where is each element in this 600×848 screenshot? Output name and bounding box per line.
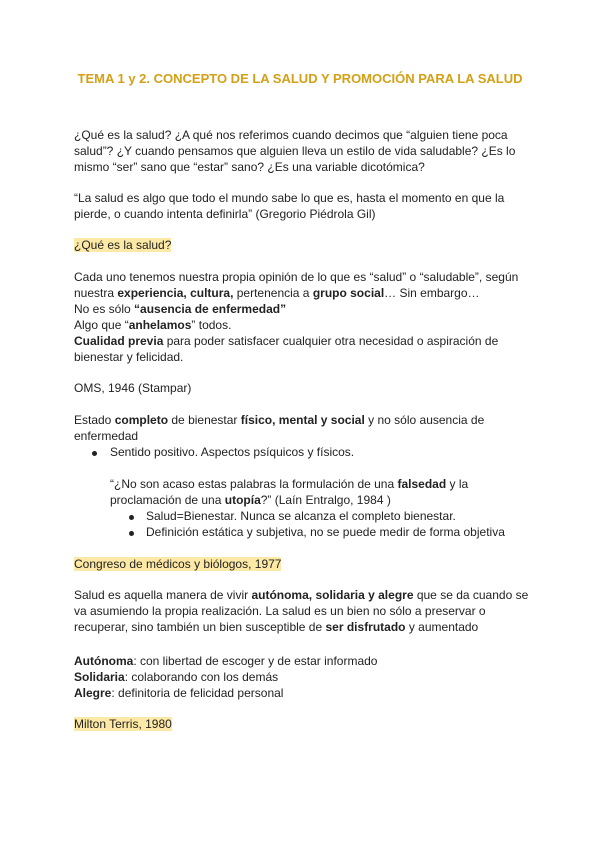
intro-paragraph: ¿Qué es la salud? ¿A qué nos referimos cuando decimos que “alguien tiene poca salud”? ¿Y cuando pensamos que alguien lleva un estilo de vida saludable? ¿Es lo mismo “ser” sano que “estar” sano? ¿Es una variable dicotómica? bbox=[74, 128, 516, 174]
line-cualidad-previa: Cualidad previa para poder satisfacer cualquier otra necesidad o aspiración de bienestar y felicidad. bbox=[74, 334, 499, 364]
heading-highlight: Milton Terris, 1980 bbox=[74, 717, 172, 731]
section-heading-milton-terris bbox=[74, 716, 534, 732]
oms-reference: OMS, 1946 (Stampar) bbox=[74, 381, 192, 395]
heading-highlight: Congreso de médicos y biólogos, 1977 bbox=[74, 557, 282, 571]
heading-highlight: ¿Qué es la salud? bbox=[74, 238, 172, 252]
bullet-dot bbox=[92, 451, 97, 456]
bullet-sentido-positivo: Sentido positivo. Aspectos psíquicos y físicos. bbox=[110, 445, 355, 459]
line-anhelamos: Algo que “anhelamos” todos. bbox=[74, 318, 232, 332]
oms-definition: Estado completo de bienestar físico, mental y social y no sólo ausencia de enfermedad bbox=[74, 413, 485, 443]
def-alegre: Alegre: definitoria de felicidad personal bbox=[74, 686, 284, 700]
section-heading-congreso bbox=[74, 556, 534, 572]
section-heading-que-es-salud bbox=[74, 237, 534, 253]
sub-bullet-dot bbox=[129, 531, 134, 536]
page-title: TEMA 1 y 2. CONCEPTO DE LA SALUD Y PROMOCIÓN PARA LA SALUD bbox=[77, 71, 523, 86]
salud-definition: Salud es aquella manera de vivir autónoma, solidaria y alegre que se da cuando se va asumiendo la propia realización. La salud es un bien no sólo a preservar o recuperar, sino también un bien susceptible de ser disfrutado y aumentado bbox=[74, 588, 529, 634]
line-no-es-solo: No es sólo “ausencia de enfermedad” bbox=[74, 302, 287, 316]
quote-piedrola: “La salud es algo que todo el mundo sabe lo que es, hasta el momento en que la pierde, o cuando intenta definirla” (Gregorio Piédrola Gil) bbox=[74, 191, 505, 221]
def-autonoma: Autónoma: con libertad de escoger y de estar informado bbox=[74, 654, 378, 668]
paragraph-opinion: Cada uno tenemos nuestra propia opinión de lo que es “salud” o “saludable”, según nuestra experiencia, cultura, pertenencia a grupo social… Sin embargo… bbox=[74, 270, 519, 300]
sub-bullet-dot bbox=[129, 515, 134, 520]
sub-bullet-item: Definición estática y subjetiva, no se puede medir de forma objetiva bbox=[146, 525, 505, 539]
def-solidaria: Solidaria: colaborando con los demás bbox=[74, 670, 279, 684]
quote-lain-entralgo: “¿No son acaso estas palabras la formulación de una falsedad y la proclamación de una utopía?” (Laín Entralgo, 1984 ) bbox=[110, 477, 469, 507]
sub-bullet-item: Salud=Bienestar. Nunca se alcanza el completo bienestar. bbox=[146, 509, 456, 523]
